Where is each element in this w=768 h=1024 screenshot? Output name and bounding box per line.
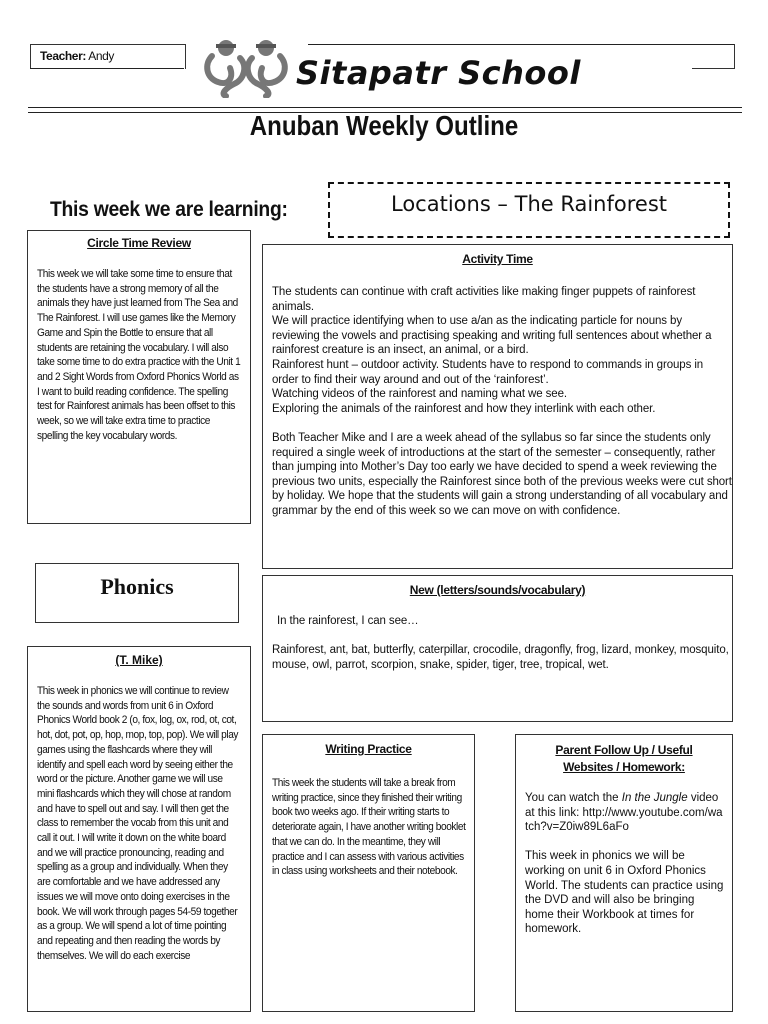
header-top-rule	[308, 44, 734, 45]
activity-line: We will practice identifying when to use a/an as the indicating particle for nouns by reviewing the vowels and practising speaking and writing full sentences about whether a rainforest creature is an insect, an animal, or a bird.	[272, 315, 712, 357]
parent-para1-video-title: In the Jungle	[621, 792, 688, 804]
new-vocab-heading: New (letters/sounds/vocabulary)	[409, 583, 586, 597]
activity-line: Exploring the animals of the rainforest and how they interlink with each other.	[272, 402, 656, 415]
circle-time-box	[27, 230, 251, 524]
phonics-body: This week in phonics we will continue to review the sounds and words from unit 6 in Oxford Phonics World book 2 (o, fox, log, ox, rod, ot, cot, hot, dot, pot, op, hop, mop, top, pop). We will play games using the flashcards where they will identify and spell each word by seeing either the word or the picture. Another game we will use mini flashcards which they will chose at random and have to spell out and say. I will then get the class to remember the vocab from this unit and call it out. I will write it down on the white board and we will practice pronouncing, reading and spelling as a group and individually. When they are comfortable and we have addressed any issues we will move onto doing exercises in the book. We will work through pages 54-59 together as a group. We will spend a lot of time pointing and repeating and then reading the words by themselves. We will do each exercise	[37, 685, 239, 962]
header-rule-1	[28, 107, 742, 108]
phonics-title-box	[35, 563, 239, 623]
learning-label: This week we are learning:	[50, 198, 288, 221]
activity-time-heading: Activity Time	[462, 252, 533, 266]
parent-para2: This week in phonics we will be working on unit 6 in Oxford Phonics World. The students can practice using the DVD and will also be bringing home their Workbook at times for homework.	[525, 850, 724, 936]
activity-line: Watching videos of the rainforest and naming what we see.	[272, 388, 567, 401]
video-link[interactable]: http://www.youtube.com/watch?v=Z0iw89L6aFo	[525, 806, 723, 834]
phonics-teacher-heading: (T. Mike)	[115, 653, 163, 667]
parent-para1-post: video at this link:	[525, 792, 719, 819]
parent-heading-line2: Websites / Homework:	[563, 760, 685, 774]
header-right-box	[692, 44, 735, 69]
parent-follow-up-box	[515, 734, 733, 1012]
parent-para1-pre: You can watch the	[525, 792, 622, 804]
teacher-label: Teacher:	[40, 49, 86, 63]
parent-heading-line1: Parent Follow Up / Useful	[555, 743, 693, 757]
school-logo	[200, 38, 292, 98]
school-name: Sitapatr School	[296, 54, 581, 92]
circle-time-heading: Circle Time Review	[87, 236, 191, 250]
circle-time-body: This week we will take some time to ensure that the students have a strong memory of all the animals they have just learned from The Sea and The Rainforest. I will use games like the Memory Game and Spin the Bottle to ensure that all students are retaining the vocabulary. I will also take some time to do extra practice with the Unit 1 and 2 Sight Words from Oxford Phonics World as I want to build reading confidence. The spelling test for Rainforest animals has been offset to this week, so we will take extra time to practice spelling the key vocabulary words.	[37, 268, 241, 442]
logo-figures-icon	[200, 38, 292, 98]
writing-practice-heading: Writing Practice	[325, 742, 412, 756]
page-title: Anuban Weekly Outline	[249, 110, 519, 141]
teacher-box	[30, 44, 186, 69]
topic-text: Locations – The Rainforest	[391, 192, 667, 216]
new-vocab-intro: In the rainforest, I can see…	[277, 615, 419, 627]
teacher-underline	[30, 68, 184, 69]
phonics-box	[27, 646, 251, 1012]
new-vocab-box	[262, 575, 733, 722]
topic-box	[328, 182, 730, 238]
new-vocab-words: Rainforest, ant, bat, butterfly, caterpillar, crocodile, dragonfly, frog, lizard, monkey, mosquito, mouse, owl, parrot, scorpion, snake, spider, tiger, tree, tropical, wet.	[272, 644, 729, 671]
activity-time-box	[262, 244, 733, 569]
phonics-title: Phonics	[100, 574, 174, 599]
writing-practice-box	[262, 734, 475, 1012]
writing-practice-body: This week the students will take a break from writing practice, since they finished their writing book two weeks ago. If their writing starts to deteriorate again, I have another writing booklet that we can do. In the meantime, they will practice and I can assess with various activities in class using worksheets and their notebook.	[272, 777, 466, 878]
activity-line: Rainforest hunt – outdoor activity. Students have to respond to commands in groups in order to find their way around and out of the ‘rainforest’.	[272, 358, 704, 386]
activity-line: The students can continue with craft activities like making finger puppets of rainforest animals.	[272, 286, 696, 313]
teacher-name: Andy	[88, 49, 114, 63]
activity-note: Both Teacher Mike and I are a week ahead of the syllabus so far since the students only required a single week of introductions at the start of the semester – consequently, rather than jumping into Mother’s Day too early we have decided to spend a week reviewing the previous two units, especially the Rainforest since both of the previous weeks were cut short by holiday. We hope that the students will gain a strong understanding of all vocabulary and grammar by the end of this week so we can move on with confidence.	[272, 431, 732, 517]
